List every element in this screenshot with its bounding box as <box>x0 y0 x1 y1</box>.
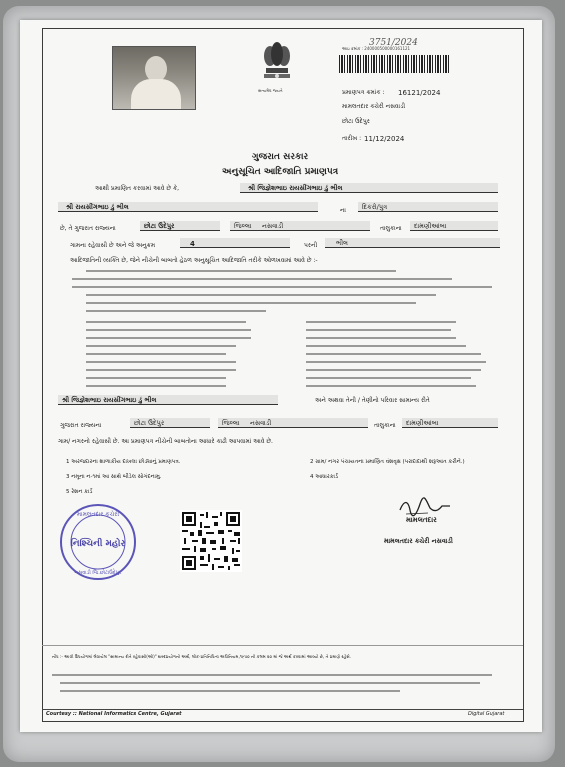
applicant-name: શ્રી જિજ્ઞેશભાઇ રાયસીંગભાઇ ડું ભીલ <box>248 184 343 192</box>
district-word-2: જિલ્લા <box>222 419 240 427</box>
handwritten-number: 3751/2024 <box>369 38 418 48</box>
caste-name: ભીલ <box>336 239 348 247</box>
basis-item-4: 4 આધારકાર્ડ <box>310 474 338 480</box>
header-office: મામલતદાર ક્ચેરી નસવાડી <box>342 103 406 110</box>
father-name: શ્રી રાયસીંગભાઇ ડું ભીલ <box>66 203 129 211</box>
village-suffix: ગામના રહેવાસી છે અને જે અનુક્રમ <box>70 242 156 249</box>
district-word: જિલ્લા <box>234 222 252 230</box>
basis-intro: ગામ/ નગરનો રહેવાસી છે. આ પ્રમાણપત્ર નીચેની બાબતોના આધારે કાઢી આપવામાં આવે છે. <box>58 438 273 445</box>
cert-no-label: પ્રમાણપત્ર ક્રમાંક : <box>342 89 385 96</box>
basis-item-3: 3 નમૂના ન-૧માં આ સાથે બીડેલ સોગંદનામુ. <box>66 474 162 480</box>
national-emblem-icon <box>258 38 296 88</box>
village-name: દામણીઆંબા <box>414 222 447 230</box>
caste-field <box>325 238 500 248</box>
relation: દિકરો/પુત્ર <box>362 203 388 211</box>
taluka-field-2 <box>218 418 368 428</box>
signature <box>398 496 452 518</box>
header-district: છોટા ઉદેપુર <box>342 118 370 125</box>
footer-note: નોંધ :- આવી ઉપયોગમાં લેવાયેલ "સામાન્ય રીતે રહેવાસી(ઓ)" શબ્દપ્રયોગનો અર્થ, લોક-પ્રતિનિધિત્વ અધિનિયમ,૧૯૫૦ ની કલમ ૨૦ માં જે અર્થ કરવામાં આવ્યો છે, તે પ્રમાણે રહેશે. <box>52 654 352 659</box>
certificate-border <box>42 28 524 722</box>
taluka-word: તાલુકાના <box>380 225 402 232</box>
applicant-photo <box>112 46 196 110</box>
state-prefix: છે, તે ગુજરાત રાજ્યના <box>60 225 116 232</box>
serial-suffix: પરની <box>304 242 318 249</box>
gov-title: ગુજરાત સરકાર <box>252 152 309 162</box>
intro-text: આથી પ્રમાણિત કરવામાં આવે છે કે, <box>95 185 180 192</box>
issue-date: 11/12/2024 <box>364 135 405 143</box>
footer-rule <box>42 709 523 710</box>
applicant-name-repeat: શ્રી જિજ્ઞેશભાઇ રાયસીંગભાઇ ડું ભીલ <box>62 396 157 404</box>
village-name-2: દામણીઆંબા <box>406 419 439 427</box>
digital-gujarat-text: Digital Gujarat <box>468 711 505 717</box>
taluka-name-2: નસવાડી <box>250 419 272 427</box>
barcode <box>339 55 451 73</box>
district-name: છોટા ઉદેપુર <box>144 222 175 230</box>
district-name-2: છોટા ઉદેપુર <box>134 419 165 427</box>
taluka-name: નસવાડી <box>262 222 284 230</box>
barcode-number: આઇ ક્રમાંક : 240000500000161121 <box>342 46 411 51</box>
svg-text:મામલતદાર કચેરી: મામલતદાર કચેરી <box>76 511 120 518</box>
state-prefix-2: ગુજરાત રાજ્યના <box>60 422 102 429</box>
signatory-title: મામલતદાર <box>406 516 437 524</box>
serial-number: 4 <box>190 240 195 248</box>
svg-text:નિશ્ચિની મહોર: નિશ્ચિની મહોર <box>70 539 126 549</box>
office-seal-stamp <box>58 502 138 582</box>
basis-item-2: 2 ગ્રામ/ નગર પંચાયતના પ્રમાણિત વંશવૃક્ષ (પરાદાદાથી શરૂઆત કરીને.) <box>310 459 465 465</box>
tribe-paragraph: આદિજાતિની વ્યક્તિ છે, જેને નીચેની બાબતો હેઠળ અનુસૂચિત આદિજાતિ તરીકે ઓળખવામાં આવે છે :- <box>70 257 318 264</box>
certificate-title: અનુસૂચિત આદિજાતિ પ્રમાણપત્ર <box>222 167 339 177</box>
basis-item-5: 5 રેશન કાર્ડ <box>66 489 93 495</box>
qr-code <box>180 510 242 572</box>
svg-text:નસવાડી જિ.છોટાઉદેપુર: નસવાડી જિ.છોટાઉદેપુર <box>74 570 122 576</box>
date-label: તારીખ : <box>342 135 362 142</box>
residence-suffix: અને અથવા તેની / તેણીનો પરિવાર સામાન્ય રીતે <box>315 397 430 404</box>
serial-field <box>180 238 290 248</box>
basis-item-1: 1 અરજદારના શાળાકીય દાખલા છોડ્યાનું પ્રમાણપત્ર. <box>66 459 181 465</box>
cert-no: 16121/2024 <box>398 89 441 97</box>
relation-suffix: ના <box>340 207 346 214</box>
emblem-caption: સત્યમેવ જયતે <box>258 88 283 93</box>
footer-divider <box>42 645 523 646</box>
signatory-office: મામલતદાર ક્ચેરી નસવાડી <box>384 537 453 545</box>
courtesy-text: Courtesy :: National Informatics Centre, Gujarat <box>46 711 182 717</box>
taluka-word-2: તાલુકાના <box>374 422 396 429</box>
